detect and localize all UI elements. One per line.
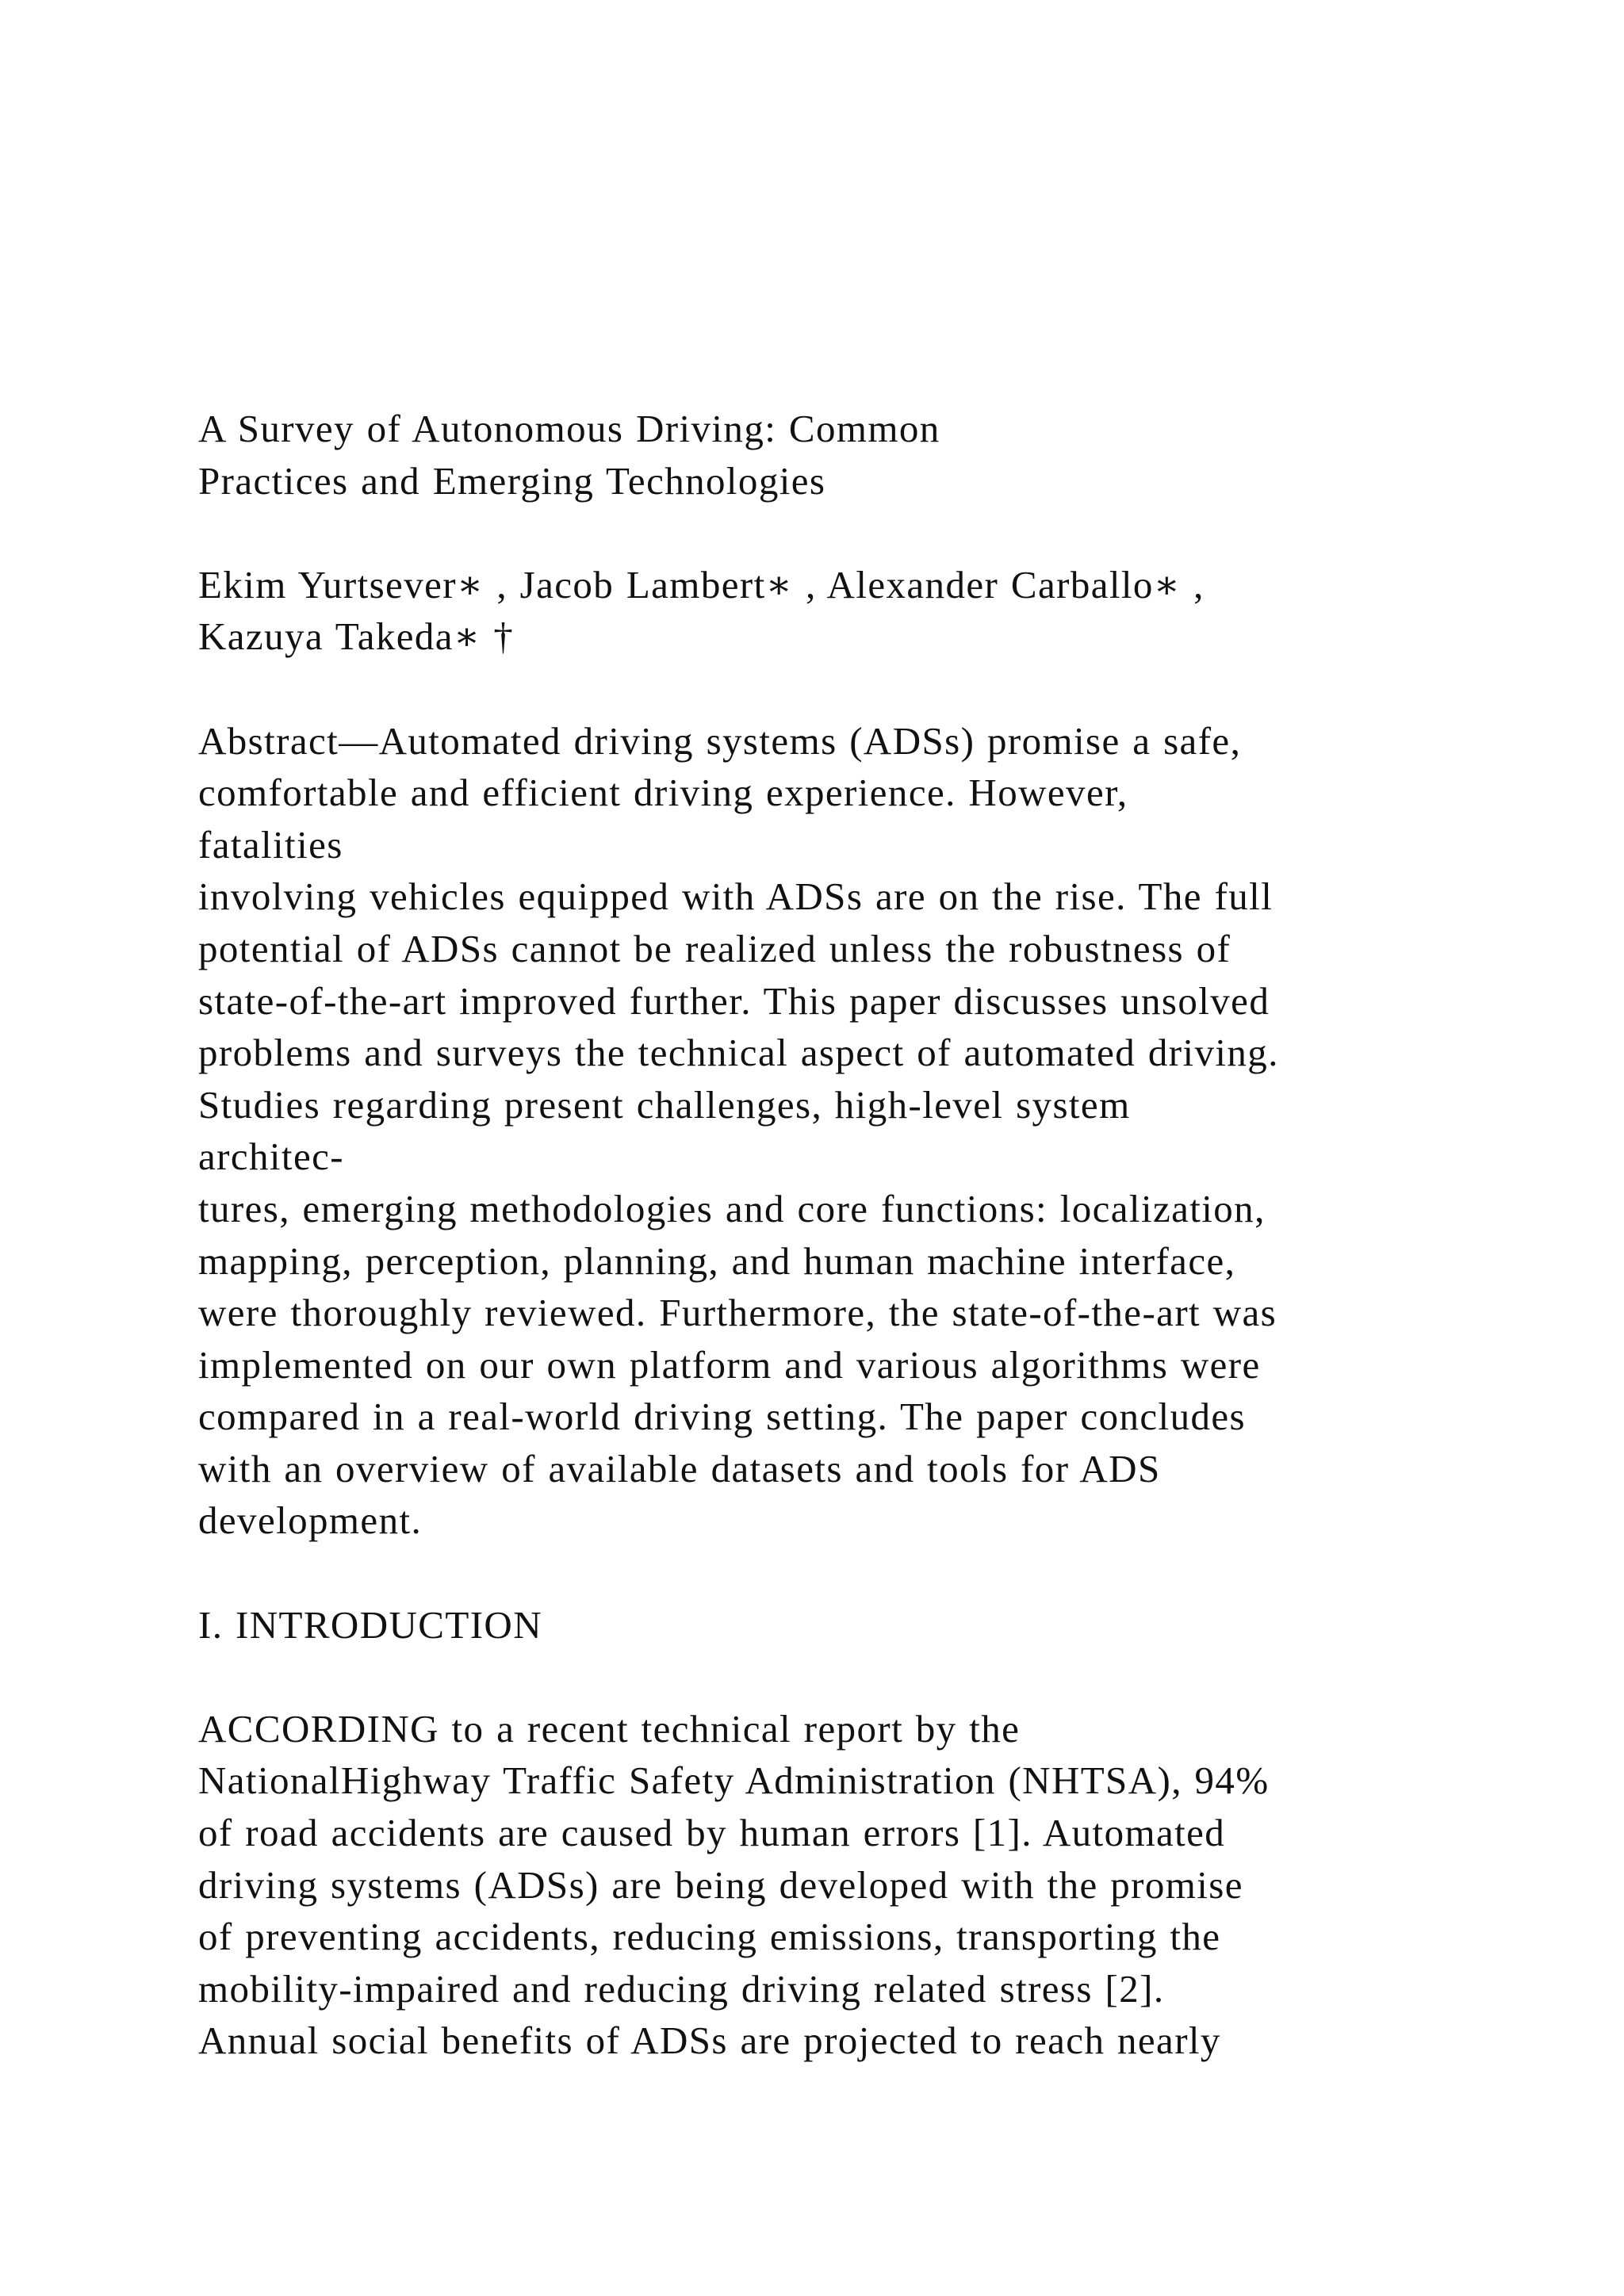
abstract-line: fatalities xyxy=(198,822,343,867)
intro-line: NationalHighway Traffic Safety Administration (NHTSA), 94% xyxy=(198,1758,1270,1803)
title-line: Practices and Emerging Technologies xyxy=(198,458,826,503)
abstract-line: tures, emerging methodologies and core functions: localization, xyxy=(198,1186,1266,1230)
spacer xyxy=(198,1547,1499,1599)
intro-line: of road accidents are caused by human errors [1]. Automated xyxy=(198,1811,1226,1855)
author-list xyxy=(198,559,1499,663)
abstract-line: architec- xyxy=(198,1135,344,1179)
intro-line: Annual social benefits of ADSs are projected to reach nearly xyxy=(198,2019,1221,2063)
author-line: Kazuya Takeda∗ † xyxy=(198,614,515,659)
spacer xyxy=(198,1651,1499,1703)
abstract-line: involving vehicles equipped with ADSs are on the rise. The full xyxy=(198,874,1274,919)
abstract-line: with an overview of available datasets and tools for ADS xyxy=(198,1446,1161,1490)
abstract-line: compared in a real-world driving setting. The paper concludes xyxy=(198,1395,1246,1439)
title-line: A Survey of Autonomous Driving: Common xyxy=(198,407,940,450)
intro-line: mobility-impaired and reducing driving related stress [2]. xyxy=(198,1966,1165,2011)
abstract-line: state-of-the-art improved further. This paper discusses unsolved xyxy=(198,978,1270,1023)
spacer xyxy=(198,663,1499,715)
abstract-line: comfortable and efficient driving experience. However, xyxy=(198,771,1128,815)
abstract-line: problems and surveys the technical aspect of automated driving. xyxy=(198,1031,1279,1075)
abstract xyxy=(198,715,1499,1548)
author-line: Ekim Yurtsever∗ , Jacob Lambert∗ , Alexander Carballo∗ , xyxy=(198,562,1205,607)
document-body xyxy=(198,403,1499,2067)
abstract-line: Studies regarding present challenges, high-level system xyxy=(198,1082,1131,1127)
abstract-line: potential of ADSs cannot be realized unless the robustness of xyxy=(198,926,1231,970)
abstract-line: implemented on our own platform and various algorithms were xyxy=(198,1342,1261,1387)
paper-title xyxy=(198,403,1499,507)
spacer xyxy=(198,507,1499,559)
section-heading: I. INTRODUCTION xyxy=(198,1602,542,1647)
introduction-paragraph xyxy=(198,1703,1499,2067)
abstract-line: Abstract—Automated driving systems (ADSs) promise a safe, xyxy=(198,718,1242,763)
abstract-line: mapping, perception, planning, and human machine interface, xyxy=(198,1238,1236,1283)
intro-line: driving systems (ADSs) are being developed with the promise xyxy=(198,1862,1243,1907)
abstract-line: were thoroughly reviewed. Furthermore, the state-of-the-art was xyxy=(198,1291,1277,1335)
intro-line: ACCORDING to a recent technical report by the xyxy=(198,1706,1021,1751)
abstract-line: development. xyxy=(198,1498,423,1543)
intro-line: of preventing accidents, reducing emissions, transporting the xyxy=(198,1915,1221,1959)
